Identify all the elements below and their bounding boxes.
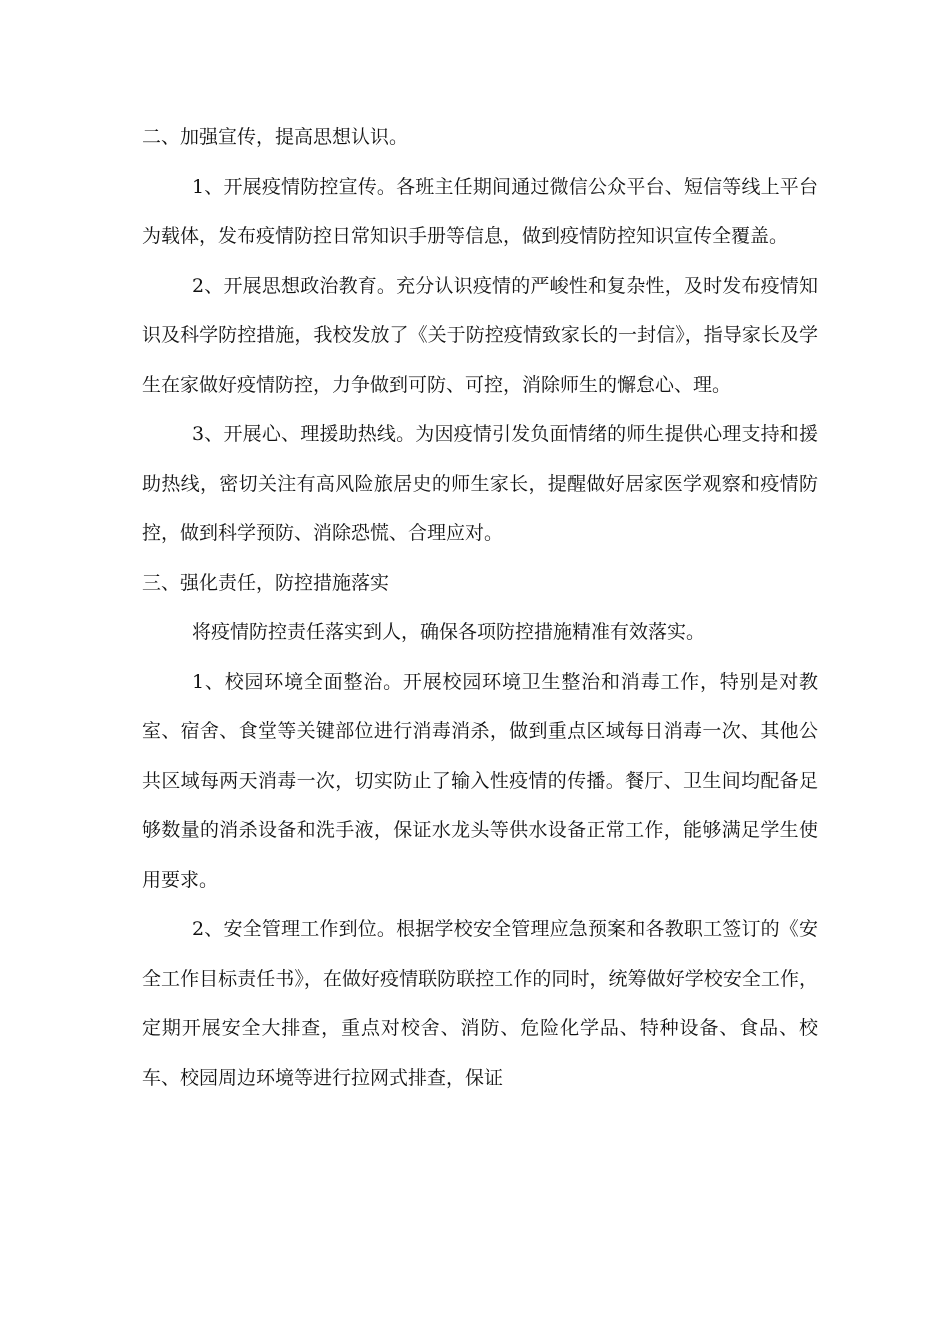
section-heading: 二、加强宣传，提高思想认识。 [142,126,409,148]
paragraph: 将疫情防控责任落实到人，确保各项防控措施精准有效落实。 [192,621,706,643]
paragraph: 1、开展疫情防控宣传。各班主任期间通过微信公众平台、短信等线上平台为载体，发布疫情防控日常知识手册等信息，做到疫情防控知识宣传全覆盖。 [142,175,818,247]
document-page [142,113,818,1103]
paragraph: 3、开展心、理援助热线。为因疫情引发负面情绪的师生提供心理支持和援助热线，密切关注有高风险旅居史的师生家长，提醒做好居家医学观察和疫情防控，做到科学预防、消除恐慌、合理应对。 [142,423,818,544]
paragraph: 2、开展思想政治教育。充分认识疫情的严峻性和复杂性，及时发布疫情知识及科学防控措施，我校发放了《关于防控疫情致家长的一封信》，指导家长及学生在家做好疫情防控，力争做到可防、可控，消除师生的懈怠心、理。 [142,274,818,396]
paragraph: 1、校园环境全面整治。开展校园环境卫生整治和消毒工作，特别是对教室、宿舍、食堂等关键部位进行消毒消杀，做到重点区域每日消毒一次、其他公共区域每两天消毒一次，切实防止了输入性疫情的传播。餐厅、卫生间均配备足够数量的消杀设备和洗手液，保证水龙头等供水设备正常工作，能够满足学生使用要求。 [142,670,818,891]
section-heading: 三、强化责任，防控措施落实 [142,571,390,594]
paragraph: 2、安全管理工作到位。根据学校安全管理应急预案和各教职工签订的《安全工作目标责任书》，在做好疫情联防联控工作的同时，统筹做好学校安全工作，定期开展安全大排查，重点对校舍、消防、危险化学品、特种设备、食品、校车、校园周边环境等进行拉网式排查，保证 [142,918,818,1089]
